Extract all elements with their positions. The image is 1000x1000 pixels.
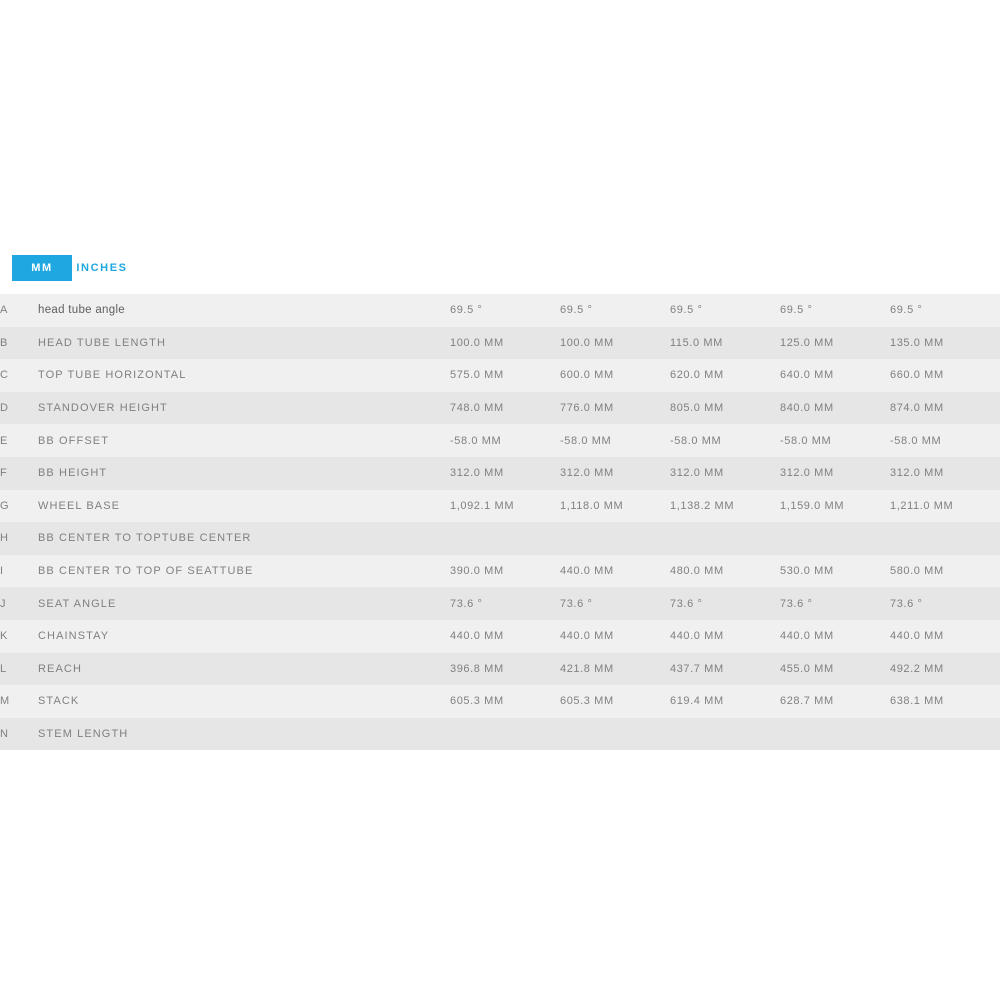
row-value: 100.0 MM: [560, 336, 614, 349]
row-value: 73.6 °: [560, 597, 593, 610]
row-value: 1,092.1 MM: [450, 499, 515, 512]
row-label: BB OFFSET: [38, 434, 110, 447]
row-value: 312.0 MM: [560, 467, 614, 480]
row-value: 1,211.0 MM: [890, 499, 954, 512]
table-row: [0, 294, 1000, 327]
row-value: [780, 522, 890, 555]
row-value: 73.6 °: [890, 597, 923, 610]
row-value: 440.0 MM: [890, 630, 944, 643]
row-letter: J: [0, 597, 6, 610]
row-value: 125.0 MM: [780, 336, 834, 349]
row-value: 396.8 MM: [450, 662, 504, 675]
row-value: 874.0 MM: [890, 402, 944, 415]
row-value: 1,138.2 MM: [670, 499, 735, 512]
row-value: 440.0 MM: [450, 630, 504, 643]
row-letter: M: [0, 695, 10, 708]
row-label: WHEEL BASE: [38, 499, 121, 512]
row-value: 748.0 MM: [450, 402, 504, 415]
row-value: 638.1 MM: [890, 695, 944, 708]
row-value: 421.8 MM: [560, 662, 614, 675]
geometry-section: [0, 255, 1000, 750]
row-value: [560, 522, 670, 555]
row-letter: N: [0, 728, 9, 741]
row-letter: G: [0, 499, 9, 512]
row-value: 73.6 °: [450, 597, 483, 610]
unit-toggle-inches-label: INCHES: [76, 262, 128, 274]
row-value: 73.6 °: [670, 597, 703, 610]
row-value: [890, 522, 1000, 555]
row-letter: L: [0, 662, 7, 675]
row-letter: D: [0, 402, 9, 415]
row-value: 437.7 MM: [670, 662, 724, 675]
row-label: STANDOVER HEIGHT: [38, 402, 168, 415]
table-row: [0, 359, 1000, 392]
table-row: [0, 457, 1000, 490]
table-row: [0, 424, 1000, 457]
table-row: [0, 620, 1000, 653]
row-label: CHAINSTAY: [38, 630, 110, 643]
row-value: 312.0 MM: [450, 467, 504, 480]
row-label: REACH: [38, 662, 83, 675]
row-label: BB CENTER TO TOPTUBE CENTER: [38, 532, 252, 545]
row-value: 640.0 MM: [780, 369, 834, 382]
row-label: SEAT ANGLE: [38, 597, 117, 610]
table-row: [0, 685, 1000, 718]
row-value: 69.5 °: [450, 304, 483, 317]
row-label: HEAD TUBE LENGTH: [38, 336, 167, 349]
row-value: 840.0 MM: [780, 402, 834, 415]
row-letter: H: [0, 532, 9, 545]
row-value: [780, 718, 890, 751]
row-value: -58.0 MM: [560, 434, 612, 447]
row-letter: F: [0, 467, 8, 480]
table-row: [0, 653, 1000, 686]
row-value: 440.0 MM: [670, 630, 724, 643]
row-value: 312.0 MM: [670, 467, 724, 480]
row-value: 492.2 MM: [890, 662, 944, 675]
row-value: 1,118.0 MM: [560, 499, 624, 512]
row-value: 605.3 MM: [450, 695, 504, 708]
table-row: [0, 490, 1000, 523]
row-letter: E: [0, 434, 8, 447]
row-value: 620.0 MM: [670, 369, 724, 382]
row-label: BB HEIGHT: [38, 467, 108, 480]
row-letter: A: [0, 304, 8, 317]
row-value: -58.0 MM: [890, 434, 942, 447]
row-label: STACK: [38, 695, 80, 708]
row-value: 805.0 MM: [670, 402, 724, 415]
table-row: [0, 555, 1000, 588]
row-value: 530.0 MM: [780, 565, 834, 578]
row-value: 100.0 MM: [450, 336, 504, 349]
row-value: 69.5 °: [560, 304, 593, 317]
table-row: [0, 587, 1000, 620]
row-value: [560, 718, 670, 751]
row-value: [890, 718, 1000, 751]
row-value: 575.0 MM: [450, 369, 504, 382]
row-label: STEM LENGTH: [38, 728, 129, 741]
row-value: [670, 718, 780, 751]
row-value: 480.0 MM: [670, 565, 724, 578]
row-value: [670, 522, 780, 555]
row-value: [450, 718, 560, 751]
row-value: 440.0 MM: [780, 630, 834, 643]
row-letter: I: [0, 565, 4, 578]
row-value: 390.0 MM: [450, 565, 504, 578]
row-value: -58.0 MM: [780, 434, 832, 447]
row-value: 115.0 MM: [670, 336, 723, 349]
row-value: 440.0 MM: [560, 630, 614, 643]
row-value: 440.0 MM: [560, 565, 614, 578]
row-value: 69.5 °: [670, 304, 703, 317]
row-value: 776.0 MM: [560, 402, 614, 415]
row-value: 69.5 °: [780, 304, 813, 317]
row-value: [450, 522, 560, 555]
table-row: [0, 327, 1000, 360]
row-value: 312.0 MM: [890, 467, 944, 480]
row-value: -58.0 MM: [450, 434, 502, 447]
row-letter: K: [0, 630, 8, 643]
row-label: head tube angle: [38, 304, 125, 317]
row-value: -58.0 MM: [670, 434, 722, 447]
row-value: 135.0 MM: [890, 336, 944, 349]
row-value: 628.7 MM: [780, 695, 834, 708]
table-row: [0, 522, 1000, 555]
unit-toggle-inches[interactable]: [72, 255, 132, 281]
row-value: 312.0 MM: [780, 467, 834, 480]
geometry-table: [0, 294, 1000, 750]
row-value: 605.3 MM: [560, 695, 614, 708]
row-letter: C: [0, 369, 9, 382]
row-label: BB CENTER TO TOP OF SEATTUBE: [38, 565, 254, 578]
table-row: [0, 392, 1000, 425]
unit-toggle-mm-label: MM: [31, 262, 53, 274]
row-value: 619.4 MM: [670, 695, 724, 708]
row-value: 580.0 MM: [890, 565, 944, 578]
geometry-table-body: [0, 294, 1000, 750]
row-value: 1,159.0 MM: [780, 499, 845, 512]
row-value: 69.5 °: [890, 304, 923, 317]
row-value: 455.0 MM: [780, 662, 834, 675]
unit-toggle-mm[interactable]: [12, 255, 72, 281]
table-row: [0, 718, 1000, 751]
row-value: 73.6 °: [780, 597, 813, 610]
row-value: 600.0 MM: [560, 369, 614, 382]
row-value: 660.0 MM: [890, 369, 944, 382]
row-label: TOP TUBE HORIZONTAL: [38, 369, 187, 382]
row-letter: B: [0, 336, 8, 349]
unit-toggle[interactable]: [12, 255, 132, 281]
